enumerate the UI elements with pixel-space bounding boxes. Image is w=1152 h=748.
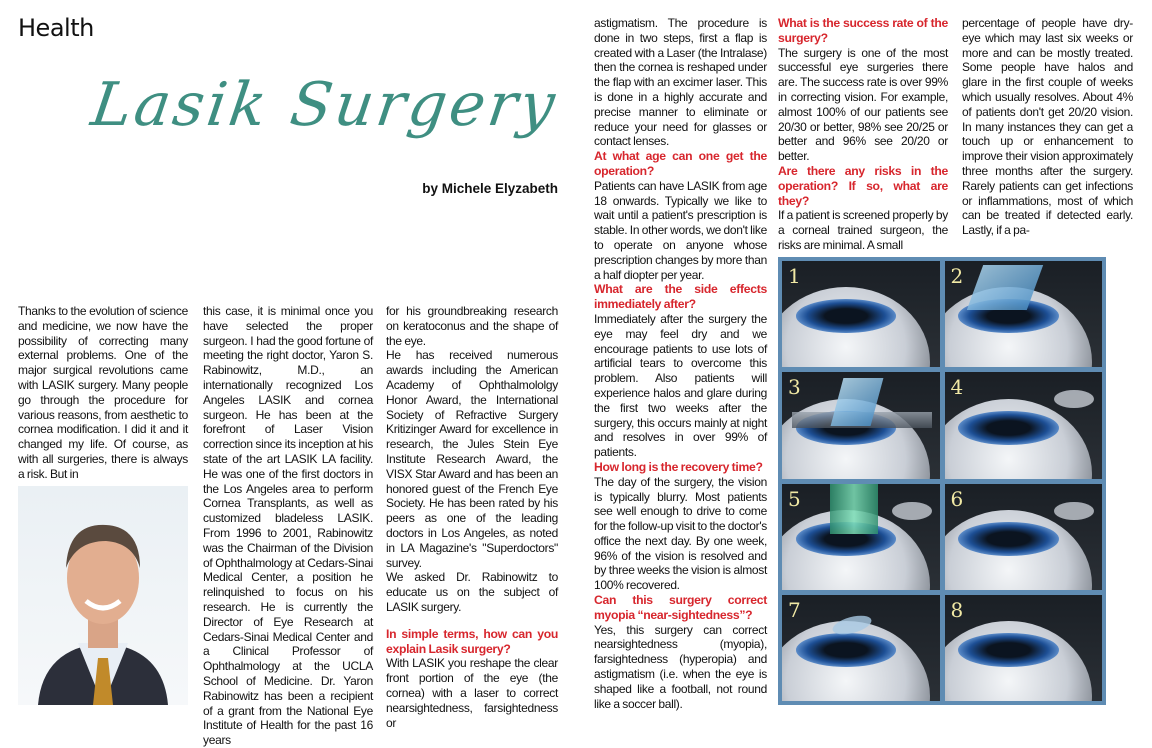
step-number: 6 <box>950 486 964 511</box>
question-heading: What is the success rate of the surgery? <box>778 16 948 45</box>
step-panel <box>945 595 1103 701</box>
question-heading: Can this surgery correct myopia “near-sightedness”? <box>594 593 767 622</box>
lasik-steps-illustration <box>778 257 1106 705</box>
paragraph: We asked Dr. Rabinowitz to educate us on the subject of LASIK surgery. <box>386 570 558 614</box>
step-number: 2 <box>950 264 964 288</box>
column-6 <box>962 16 1133 238</box>
step-panel <box>945 484 1103 590</box>
question-heading: In simple terms, how can you explain Lasik surgery? <box>386 626 558 656</box>
question-heading: What are the side effects immediately after? <box>594 282 767 312</box>
paragraph: He has received numerous awards including the American Academy of Ophthalmololgy Honor Award, the International Society of Refractive Surgery Kritizinger Award for excellence in research, the Jules Stein Eye Institute Research Award, the VISX Star Award and has been an honored guest of the French Eye Society. He has been rated by his peers as one of the leading doctors in Los Angeles, as noted in LA Magazine's "Superdoctors" survey. <box>386 348 558 570</box>
column-4 <box>594 16 767 711</box>
column-1 <box>18 304 188 482</box>
article-title: Lasik Surgery <box>87 70 562 140</box>
question-heading: At what age can one get the operation? <box>594 149 767 178</box>
answer: percentage of people have dry-eye which may last six weeks or more and can be mostly treated. Some people have halos and glare in the first couple of weeks which usually resolves. About 4% of patients don't get 20/20 vision. In many instances they can get a touch up or enhancement to improve their vision approximately three months after the surgery. Rarely patients can get infections or inflammations, most of which can be treated if detected early. Lastly, if a pa- <box>962 16 1133 238</box>
eye-illustration <box>945 510 1093 590</box>
answer: astigmatism. The procedure is done in two steps, first a flap is created with a Laser (the Intralase) then the cornea is reshaped under the flap with an excimer laser. This is done in a highly accurate and precise manner to eliminate or reduce your need for glasses or contact lenses. <box>594 16 767 149</box>
answer: With LASIK you reshape the clear front portion of the eye (the cornea) with a laser to correct nearsightedness, farsightedness or <box>386 656 558 730</box>
question-heading: How long is the recovery time? <box>594 459 763 474</box>
answer: If a patient is screened properly by a corneal trained surgeon, the risks are minimal. A small <box>778 208 948 252</box>
answer: Immediately after the surgery the eye may feel dry and we encourage patients to use lots of artificial tears to overcome this problem. Also patients will experience halos and glare during the first two weeks after the surgery, this occurs mainly at night and resolves in over 99% of patients. <box>594 311 767 460</box>
step-panel <box>945 372 1103 478</box>
answer: The day of the surgery, the vision is typically blurry. Most patients see well enough to drive to come for the follow-up visit to the doctor's office the next day. By one week, 96% of the vision is resolved and by three weeks the vision is almost 100% recovered. <box>594 474 768 593</box>
step-panel <box>782 484 940 590</box>
column-3 <box>386 304 558 730</box>
question-heading: Are there any risks in the operation? If so, what are they? <box>778 163 948 208</box>
step-panel <box>945 261 1103 367</box>
step-number: 5 <box>788 486 801 511</box>
step-number: 8 <box>950 597 964 622</box>
answer: Yes, this surgery can correct nearsightedness (myopia), farsightedness (hyperopia) and astigmatism (i.e. when the eye is shaped like a football, not round like a soccer ball). <box>594 622 767 711</box>
eye-illustration <box>782 621 930 701</box>
step-number: 4 <box>950 375 964 400</box>
step-number: 1 <box>788 264 801 288</box>
answer: Patients can have LASIK from age 18 onwards. Typically we like to wait until a patient's prescription is stable. In other words, we don't like to operate on anyone whose prescription changes by more than a half diopter per year. <box>594 178 767 282</box>
paragraph: this case, it is minimal once you have selected the proper surgeon. I had the good fortune of meeting the right doctor, Yaron S. Rabinowitz, M.D., an internationally recognized Los Angeles LASIK and cornea surgeon. He has been at the forefront of Laser Vision correction since its inception at his state of the art LASIK LA facility. He was one of the first doctors in the Los Angeles area to perform Cornea Transplants, as well as customized bladeless LASIK. From 1996 to 2001, Rabinowitz was the Chairman of the Division of Ophthalmology at Cedars-Sinai Medical Center, a position he relinquished to focus on his research. He is currently the Director of Eye Research at Cedars-Sinai Medical Center and a Clinical Professor of Ophthalmology at the UCLA School of Medicine. Dr. Yaron Rabinowitz has been a recipient of a grant from the National Eye Institute of Health for the past 16 years <box>203 304 373 748</box>
paragraph: Thanks to the evolution of science and medicine, we now have the possibility of correcting many external problems. One of the major surgical revolutions came with LASIK surgery. Many people go through the procedure for various reasons, from aesthetic to cornea modification. I did it and it changed my life. Of course, as with all surgeries, there is always a risk. But in <box>18 304 188 481</box>
step-panel <box>782 595 940 701</box>
eye-illustration <box>782 287 930 367</box>
answer: The surgery is one of the most successful eye surgeries there are. The success rate is over 99% in correcting vision. For example, almost 100% of our patients see 20/30 or better, 98% see 20/25 or better and 96% see 20/20 or better. <box>778 45 948 164</box>
column-5 <box>778 16 948 253</box>
doctor-photo <box>18 486 188 705</box>
section-label: Health <box>18 14 94 42</box>
byline: by Michele Elyzabeth <box>422 181 558 196</box>
column-2 <box>203 304 373 748</box>
step-panel <box>782 372 940 478</box>
step-panel <box>782 261 940 367</box>
eye-illustration <box>945 621 1093 701</box>
step-number: 7 <box>788 597 801 622</box>
paragraph: for his groundbreaking research on keratoconus and the shape of the eye. <box>386 304 558 348</box>
step-number: 3 <box>788 375 801 400</box>
eye-illustration <box>945 399 1093 479</box>
